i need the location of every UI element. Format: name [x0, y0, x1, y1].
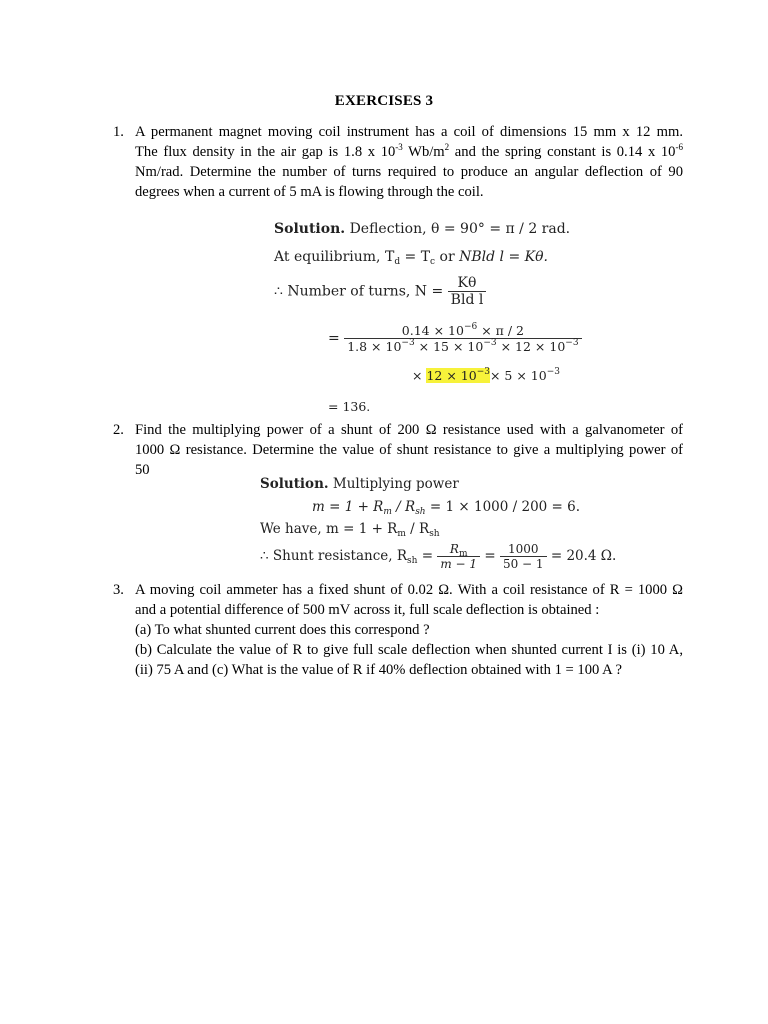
question-line: (ii) 75 A and (c) What is the value of R if 40% deflection obtained with 1 = 100 A ?: [135, 662, 623, 678]
question-number: 3.: [113, 582, 124, 598]
page-title: EXERCISES 3: [334, 93, 434, 109]
question-line: 50: [135, 462, 150, 478]
question-line: (b) Calculate the value of R to give full scale deflection when shunted current I is (i) 10 A,: [135, 642, 683, 658]
solution-2: [258, 476, 617, 576]
question-line: Find the multiplying power of a shunt of 200 Ω resistance used with a galvanometer of: [135, 422, 683, 438]
solution-line: ∴ Number of turns, N = $\frac{K\theta}{\text{Bld l}}$: [274, 275, 486, 308]
question-number: 1.: [113, 124, 124, 140]
solution-line: At equilibrium, $T_d = T_c$ or NBld l = Kθ.: [274, 249, 548, 267]
solution-line: × $12 \times 10^{-3}\times 5 \times 10^{-3}$: [412, 367, 560, 383]
question-line: (a) To what shunted current does this correspond ?: [135, 622, 430, 638]
solution-line: = $\frac{0.14 \times 10^{-6} \times \pi / 2}{1.8 \times 10^{-3} \times 15 \times 10^{-3} \times 12 \times 10^{-3}}$: [328, 323, 582, 354]
solution-line: We have, $m = 1 + R_m / R_{sh}$: [260, 521, 440, 539]
solution-line: Solution. Multiplying power: [260, 476, 459, 492]
solution-line: Solution. Deflection, θ = 90° = π / 2 rad.: [274, 221, 571, 237]
solution-line: = 136.: [328, 399, 371, 414]
question-number: 2.: [113, 422, 124, 438]
solution-1: [270, 215, 579, 415]
question-line: A permanent magnet moving coil instrument has a coil of dimensions 15 mm x 12 mm.: [135, 124, 683, 140]
question-line: A moving coil ammeter has a fixed shunt of 0.02 Ω. With a coil resistance of R = 1000 Ω: [135, 582, 683, 598]
question-line: The flux density in the air gap is 1.8 x $10^{-3}$ $Wb/m^2$ and the spring constant is 0.14 x $10^{-6}$: [135, 142, 683, 160]
question-line: Nm/rad. Determine the number of turns required to produce an angular deflection of 90: [135, 164, 683, 180]
highlighted-term: $12 \times 10^{-3}$: [426, 367, 490, 383]
question-line: and a potential difference of 500 mV across it, full scale deflection is obtained :: [135, 602, 600, 618]
question-2: [113, 420, 683, 480]
question-line: 1000 Ω resistance. Determine the value of shunt resistance to give a multiplying power of: [135, 442, 683, 458]
question-1: [113, 122, 683, 202]
solution-line: $m = 1 + R_m / R_{sh} = 1 \times 1000 / 200 = 6$.: [312, 499, 581, 517]
solution-line: ∴ Shunt resistance, $R_{sh}$ = $\frac{R_m}{m - 1}$ = $\frac{1000}{50 - 1}$ = 20.4 Ω.: [260, 542, 617, 571]
question-line: degrees when a current of 5 mA is flowing through the coil.: [135, 184, 484, 200]
question-3: [113, 580, 683, 680]
